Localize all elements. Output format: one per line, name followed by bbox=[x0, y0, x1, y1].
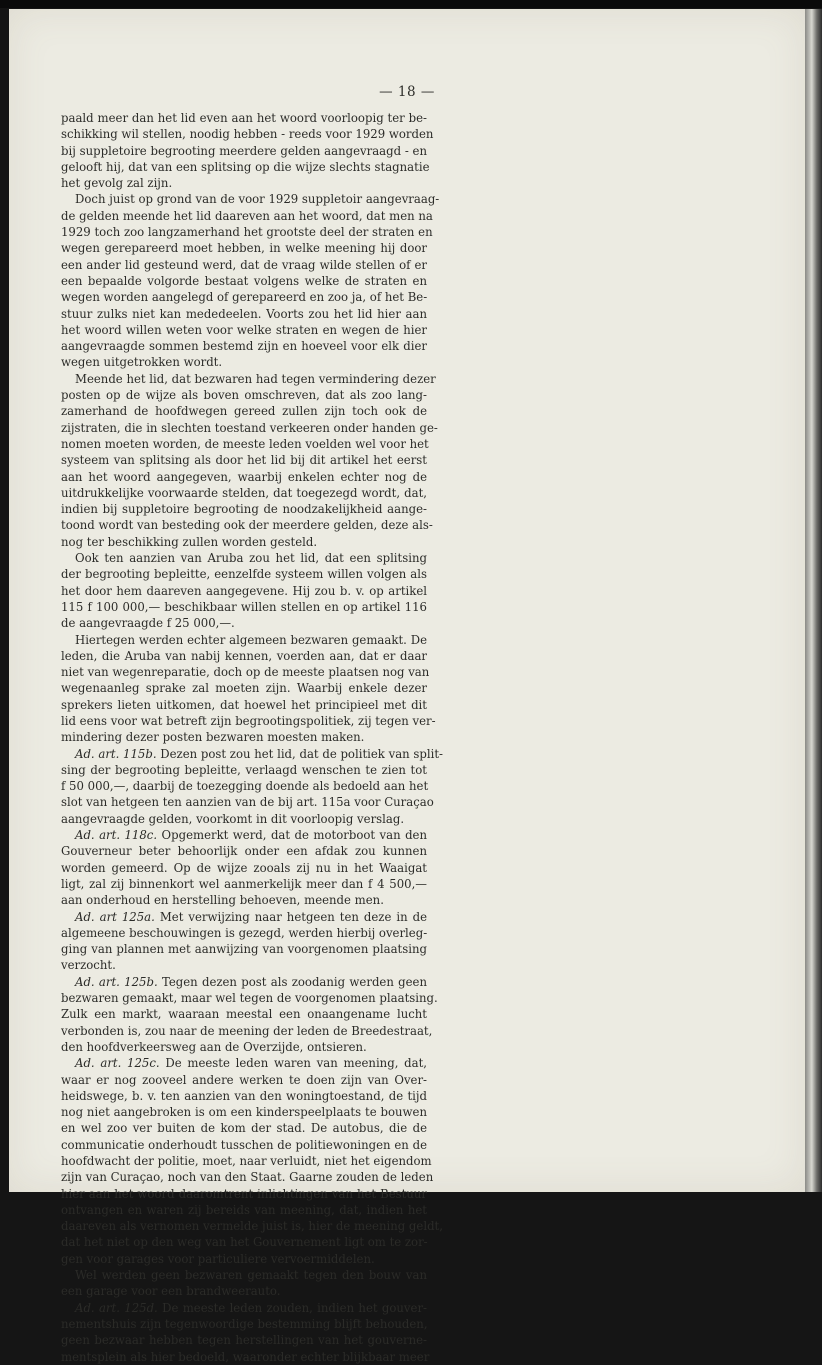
article-label: Ad. art. 118c. bbox=[75, 828, 158, 843]
text-line: verbonden is, zou naar de meening der leden de Breedestraat, bbox=[61, 1023, 433, 1038]
text-line: en wel zoo ver buiten de kom der stad. De autobus, die de bbox=[61, 1121, 427, 1136]
text-line bbox=[61, 827, 427, 843]
text-line: 115 f 100 000,— beschikbaar willen stellen en op artikel 116 bbox=[61, 599, 427, 614]
text-line: posten op de wijze als boven omschreven, dat als zoo lang- bbox=[61, 388, 427, 403]
text-line: verzocht. bbox=[61, 958, 116, 973]
text-line: den hoofdverkeersweg aan de Overzijde, ontsieren. bbox=[61, 1039, 367, 1054]
text-line: een bepaalde volgorde bestaat volgens welke de straten en bbox=[61, 273, 427, 288]
text-line: geen bezwaar hebben tegen herstellingen van het gouverne- bbox=[61, 1333, 427, 1348]
text-line: Hiertegen werden echter algemeen bezwaren gemaakt. De bbox=[75, 632, 427, 647]
text-line: mentsplein als hier bedoeld, waaronder echter blijkbaar meer bbox=[61, 1349, 430, 1364]
text-run: Tegen dezen post als zoodanig werden geen bbox=[157, 974, 427, 989]
text-line: systeem van splitsing als door het lid bij dit artikel het eerst bbox=[61, 453, 427, 468]
scan-top-border bbox=[0, 0, 822, 8]
text-line: uitdrukkelijke voorwaarde stelden, dat toegezegd wordt, dat, bbox=[61, 485, 427, 500]
text-run: Opgemerkt werd, dat de motorboot van den bbox=[157, 828, 428, 843]
text-line: gen voor garages voor particuliere vervoermiddelen. bbox=[61, 1251, 375, 1266]
text-line: sing der begrooting bepleitte, verlaagd wenschen te zien tot bbox=[61, 762, 427, 777]
text-line: Doch juist op grond van de voor 1929 suppletoir aangevraag- bbox=[75, 192, 440, 207]
text-line: f 50 000,—, daarbij de toezegging doende als bedoeld aan het bbox=[61, 779, 429, 794]
text-line bbox=[61, 1300, 427, 1316]
text-line: nomen moeten worden, de meeste leden voelden wel voor het bbox=[61, 436, 429, 451]
text-line: het woord willen weten voor welke straten en wegen de hier bbox=[61, 322, 427, 337]
page-number: — 18 — bbox=[379, 84, 435, 100]
text-line: het gevolg zal zijn. bbox=[61, 176, 173, 191]
text-line: hoofdwacht der politie, moet, naar verluidt, niet het eigendom bbox=[61, 1154, 432, 1168]
text-line: nog ter beschikking zullen worden gesteld. bbox=[61, 534, 318, 549]
text-line: waar er nog zooveel andere werken te doen zijn van Over- bbox=[61, 1072, 427, 1087]
text-line: sprekers lieten uitkomen, dat hoewel het principieel met dit bbox=[61, 697, 427, 712]
body-text bbox=[61, 110, 444, 1365]
text-line: ging van plannen met aanwijzing van voorgenomen plaatsing bbox=[61, 942, 427, 957]
text-line: gelooft hij, dat van een splitsing op die wijze slechts stagnatie bbox=[61, 159, 430, 174]
text-line: zamerhand de hoofdwegen gereed zullen zijn toch ook de bbox=[61, 404, 427, 419]
text-run: Met verwijzing naar hetgeen ten deze in de bbox=[154, 909, 427, 924]
text-line: indien bij suppletoire begrooting de noodzakelijkheid aange- bbox=[61, 502, 427, 517]
page-binding-edge bbox=[805, 9, 822, 1192]
text-line: aangevraagde sommen bestemd zijn en hoeveel voor elk dier bbox=[61, 339, 427, 354]
text-line: nementshuis zijn tegenwoordige bestemming blijft behouden, bbox=[61, 1316, 428, 1331]
text-line: Zulk een markt, waaraan meestal een onaangename lucht bbox=[61, 1007, 427, 1022]
text-line: communicatie onderhoudt tusschen de politiewoningen en de bbox=[61, 1137, 427, 1152]
text-line: een ander lid gesteund werd, dat de vraag wilde stellen of er bbox=[61, 257, 427, 272]
text-line: het door hem daareven aangegevene. Hij zou b. v. op artikel bbox=[61, 583, 427, 598]
text-line: Meende het lid, dat bezwaren had tegen vermindering dezer bbox=[75, 371, 436, 386]
text-line: de aangevraagde f 25 000,—. bbox=[61, 616, 235, 631]
text-line: Wel werden geen bezwaren gemaakt tegen den bouw van bbox=[75, 1268, 427, 1283]
text-line: toond wordt van besteding ook der meerdere gelden, deze als- bbox=[61, 518, 433, 533]
text-line: mindering dezer posten bezwaren moesten maken. bbox=[61, 730, 365, 745]
text-line: lid eens voor wat betreft zijn begrootingspolitiek, zij tegen ver- bbox=[61, 713, 436, 728]
article-label: Ad. art. 125b. bbox=[75, 974, 158, 989]
text-line bbox=[61, 909, 427, 925]
text-line: heidswege, b. v. ten aanzien van den woningtoestand, de tijd bbox=[61, 1088, 427, 1103]
text-line: 1929 toch zoo langzamerhand het grootste deel der straten en bbox=[61, 225, 433, 240]
text-line: ligt, zal zij binnenkort wel aanmerkelijk meer dan f 4 500,— bbox=[61, 876, 427, 891]
article-label: Ad. art. 125c. bbox=[75, 1056, 160, 1071]
text-line bbox=[61, 746, 444, 762]
text-line: wegenaanleg sprake zal moeten zijn. Waarbij enkele dezer bbox=[61, 681, 427, 696]
text-line: zijn van Curaçao, noch van den Staat. Gaarne zouden de leden bbox=[61, 1170, 434, 1185]
text-line: aangevraagde gelden, voorkomt in dit voorloopig verslag. bbox=[61, 811, 405, 826]
text-line: leden, die Aruba van nabij kennen, voerden aan, dat er daar bbox=[61, 648, 427, 663]
text-line: wegen worden aangelegd of gerepareerd en zoo ja, of het Be- bbox=[61, 290, 428, 305]
text-line: ontvangen en waren zij bereids van meening, dat, indien het bbox=[61, 1202, 427, 1217]
text-line: hier aan het woord daaromtrent inlichtingen van het Bestuur bbox=[61, 1186, 427, 1201]
text-line: nog niet aangebroken is om een kinderspeelplaats te bouwen bbox=[61, 1105, 427, 1120]
text-line: wegen uitgetrokken wordt. bbox=[61, 355, 223, 370]
article-label: Ad. art 125a. bbox=[75, 909, 155, 924]
text-line: dat het niet op den weg van het Gouvernement ligt om te zor- bbox=[61, 1235, 428, 1250]
text-line: aan het woord aangegeven, waarbij enkelen echter nog de bbox=[61, 469, 427, 484]
text-line: Ook ten aanzien van Aruba zou het lid, dat een splitsing bbox=[75, 551, 427, 566]
text-line: stuur zulks niet kan mededeelen. Voorts zou het lid hier aan bbox=[61, 306, 427, 321]
text-line bbox=[61, 1055, 427, 1071]
text-line: bezwaren gemaakt, maar wel tegen de voorgenomen plaatsing. bbox=[61, 991, 438, 1006]
text-line: algemeene beschouwingen is gezegd, werden hierbij overleg- bbox=[61, 925, 428, 940]
article-label: Ad. art. 115b. bbox=[75, 746, 157, 761]
text-line: schikking wil stellen, noodig hebben - reeds voor 1929 worden bbox=[61, 127, 434, 142]
text-run: De meeste leden waren van meening, dat, bbox=[159, 1056, 427, 1071]
text-line: bij suppletoire begrooting meerdere gelden aangevraagd - en bbox=[61, 143, 427, 158]
text-line: niet van wegenreparatie, doch op de meeste plaatsen nog van bbox=[61, 665, 430, 680]
text-line: aan onderhoud en herstelling behoeven, meende men. bbox=[61, 893, 384, 908]
text-line: wegen gerepareerd moet hebben, in welke meening hij door bbox=[61, 241, 427, 256]
article-label: Ad. art. 125d. bbox=[75, 1300, 158, 1315]
text-line: daareven als vernomen vermelde juist is, hier de meening geldt, bbox=[61, 1219, 443, 1234]
text-line: een garage voor een brandweerauto. bbox=[61, 1284, 281, 1299]
text-line: worden gemeerd. Op de wijze zooals zij nu in het Waaigat bbox=[61, 860, 427, 875]
text-line bbox=[61, 974, 427, 990]
text-run: Dezen post zou het lid, dat de politiek van split- bbox=[156, 746, 444, 761]
text-line: slot van hetgeen ten aanzien van de bij art. 115a voor Curaçao bbox=[61, 795, 434, 810]
text-line: paald meer dan het lid even aan het woord voorloopig ter be- bbox=[61, 111, 427, 125]
text-line: Gouverneur beter behoorlijk onder een afdak zou kunnen bbox=[61, 844, 427, 859]
text-line: zijstraten, die in slechten toestand verkeeren onder handen ge- bbox=[61, 420, 438, 435]
text-line: de gelden meende het lid daareven aan het woord, dat men na bbox=[61, 208, 433, 223]
text-line: der begrooting bepleitte, eenzelfde systeem willen volgen als bbox=[61, 567, 427, 582]
text-run: De meeste leden zouden, indien het gouver- bbox=[157, 1300, 427, 1315]
